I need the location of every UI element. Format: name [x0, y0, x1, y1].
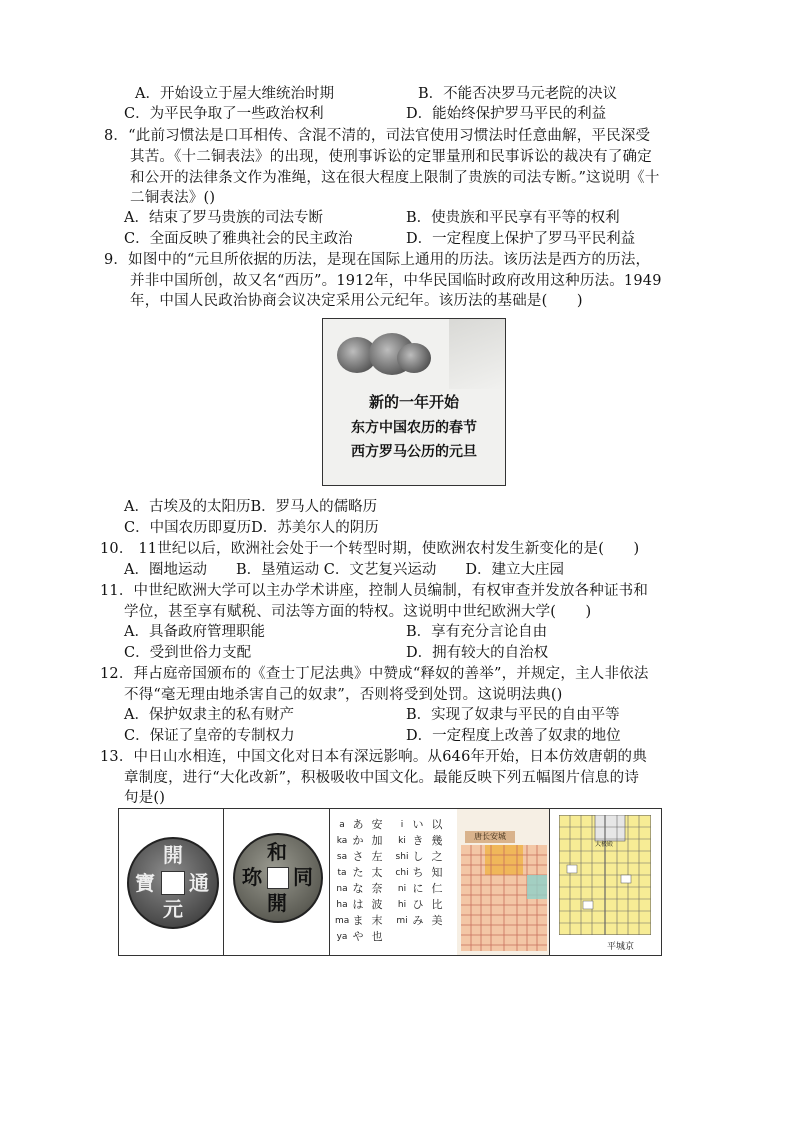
q8-option-a: A．结束了罗马贵族的司法专断: [124, 210, 323, 226]
q11-option-a: A．具备政府管理职能: [124, 624, 265, 640]
coin-char: 開: [267, 891, 287, 915]
q13-stem-line1: 13．中日山水相连，中国文化对日本有深远影响。从646年开始，日本仿效唐朝的典: [100, 749, 647, 765]
kana-latin-column: a ka sa ta na ha ma ya: [335, 820, 350, 942]
changan-map-grid: [461, 845, 547, 951]
q13-image-strip: [118, 808, 662, 956]
changan-map-panel: [457, 809, 550, 955]
q11-option-d: D．拥有较大的自治权: [406, 645, 549, 661]
branch-decoration: [449, 319, 505, 389]
kaiyuan-coin-icon: [127, 837, 219, 929]
q11-stem-line1: 11．中世纪欧洲大学可以主办学术讲座，控制人员编制，有权审查并发放各种证书和: [100, 583, 649, 599]
q9-stem-line2: 并非中国所创，故又名“西历”。1912年，中华民国临时政府改用这种历法。1949: [130, 273, 662, 289]
q8-option-c: C．全面反映了雅典社会的民主政治: [124, 231, 353, 247]
q8-stem-line3: 和公开的法律条文作为准绳，这在很大程度上限制了贵族的司法专断。”这说明《十: [130, 170, 660, 186]
coin-panel-kaiyuan: [119, 809, 224, 955]
q9-stem-line1: 9．如图中的“元旦所依据的历法，是现在国际上通用的历法。该历法是西方的历法，: [104, 252, 651, 268]
calendar-figure: [322, 318, 506, 486]
kana-hiragana-column-2: い き し ち に ひ み: [412, 818, 424, 927]
q7-option-c: C．为平民争取了一些政治权利: [124, 106, 324, 122]
q9-stem-line3: 年，中国人民政治协商会议决定采用公元纪年。该历法的基础是( ): [130, 293, 583, 309]
q8-stem-line2: 其苦。《十二铜表法》的出现，使刑事诉讼的定罪量刑和民事诉讼的裁决有了确定: [130, 149, 652, 165]
coin-char: 和: [267, 840, 287, 864]
q12-stem-line2: 不得“毫无理由地杀害自己的奴隶”，否则将受到处罚。这说明法典(): [124, 687, 563, 703]
q12-option-b: B．实现了奴隶与平民的自由平等: [406, 707, 620, 723]
q8-option-d: D．一定程度上保护了罗马平民利益: [406, 231, 636, 247]
q10-stem: 10． 11世纪以后，欧洲社会处于一个转型时期，使欧洲农村发生新变化的是( ): [100, 541, 640, 557]
coin-char: 寶: [135, 871, 155, 895]
q12-option-c: C．保证了皇帝的专制权力: [124, 728, 295, 744]
q8-option-b: B．使贵族和平民享有平等的权利: [406, 210, 620, 226]
coin-char: 同: [293, 865, 313, 889]
coin-char: 開: [163, 843, 183, 867]
q9-options-cd: C．中国农历即夏历D．苏美尔人的阴历: [124, 520, 379, 536]
q11-option-b: B．享有充分言论自由: [406, 624, 548, 640]
heijokyo-map-grid: [559, 815, 651, 935]
q13-stem-line2: 章制度，进行“大化改新”，积极吸收中国文化。最能反映下列五幅图片信息的诗: [124, 770, 640, 786]
q9-options-ab: A．古埃及的太阳历B．罗马人的儒略历: [124, 499, 378, 515]
q10-options: A．圈地运动 B．垦殖运动 C．文艺复兴运动 D．建立大庄园: [124, 562, 564, 578]
q7-option-b: B．不能否决罗马元老院的决议: [418, 86, 618, 102]
kana-table-panel: [329, 809, 458, 955]
q12-option-d: D．一定程度上改善了奴隶的地位: [406, 728, 621, 744]
wado-coin-icon: [233, 833, 323, 923]
q11-option-c: C．受到世俗力支配: [124, 645, 252, 661]
kana-kanji-column-1: 安 加 左 太 奈 波 末 也: [371, 818, 383, 943]
calendar-caption-3: 西方罗马公历的元旦: [351, 444, 477, 460]
kana-hiragana-column-1: あ か さ た な は ま や: [352, 818, 364, 943]
heijokyo-palace-label: 大极殿: [595, 841, 614, 848]
lantern-icon: [397, 343, 431, 373]
q8-stem-line1: 8．“此前习惯法是口耳相传、含混不清的，司法官使用习惯法时任意曲解，平民深受: [104, 128, 651, 144]
q7-option-d: D．能始终保护罗马平民的利益: [406, 106, 607, 122]
kana-kanji-column-2: 以 幾 之 知 仁 比 美: [431, 818, 443, 927]
calendar-caption-1: 新的一年开始: [368, 393, 459, 411]
coin-panel-wado: [223, 809, 330, 955]
changan-map-title: 唐长安城: [465, 831, 515, 843]
q11-stem-line2: 学位，甚至享有赋税、司法等方面的特权。这说明中世纪欧洲大学( ): [124, 604, 592, 620]
calendar-caption-2: 东方中国农历的春节: [351, 420, 477, 436]
q13-stem-line3: 句是(): [124, 790, 166, 806]
q8-stem-line4: 二铜表法》(): [130, 190, 216, 206]
coin-char: 珎: [242, 865, 262, 889]
kana-latin-column-2: i ki shi chi ni hi mi: [395, 820, 409, 926]
q12-stem-line1: 12．拜占庭帝国颁布的《查士丁尼法典》中赞成“释奴的善举”，并规定，主人非依法: [100, 666, 649, 682]
coin-char: 通: [189, 871, 209, 895]
coin-char: 元: [163, 897, 183, 921]
q7-option-a: A．开始设立于屋大维统治时期: [135, 86, 334, 102]
heijokyo-map-panel: [549, 809, 661, 955]
heijokyo-map-label: 平城京: [607, 942, 635, 952]
q12-option-a: A．保护奴隶主的私有财产: [124, 707, 294, 723]
